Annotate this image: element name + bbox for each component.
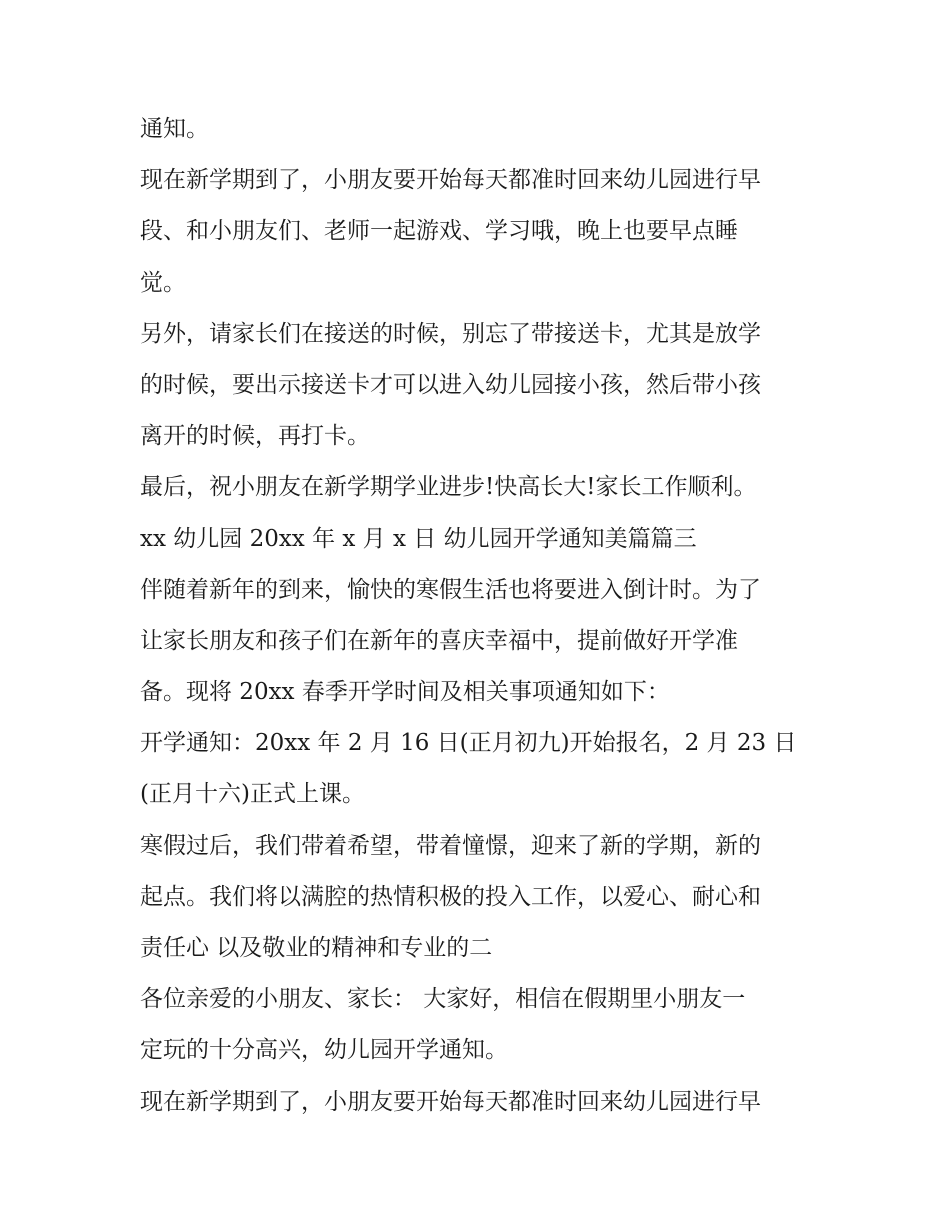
text-line: 起点。我们将以满腔的热情积极的投入工作，以爱心、耐心和 xyxy=(140,883,761,910)
text-line: 离开的时候，再打卡。 xyxy=(140,423,370,450)
document-body xyxy=(140,104,820,1128)
text-line: 的时候，要出示接送卡才可以进入幼儿园接小孩，然后带小孩 xyxy=(140,371,761,398)
text-line: 各位亲爱的小朋友、家长： 大家好，相信在假期里小朋友一 xyxy=(140,986,746,1013)
text-line: 觉。 xyxy=(140,269,186,296)
text-line: 段、和小朋友们、老师一起游戏、学习哦，晚上也要早点睡 xyxy=(140,218,738,245)
text-line: 现在新学期到了，小朋友要开始每天都准时回来幼儿园进行早 xyxy=(140,167,761,194)
text-line: 伴随着新年的到来，愉快的寒假生活也将要进入倒计时。为了 xyxy=(140,576,761,603)
text-line: 现在新学期到了，小朋友要开始每天都准时回来幼儿园进行早 xyxy=(140,1088,761,1115)
text-line: 备。现将 20xx 春季开学时间及相关事项通知如下： xyxy=(140,679,670,706)
text-line: 寒假过后，我们带着希望，带着憧憬，迎来了新的学期，新的 xyxy=(140,832,761,859)
text-line: (正月十六)正式上课。 xyxy=(140,781,365,808)
text-line: 另外，请家长们在接送的时候，别忘了带接送卡，尤其是放学 xyxy=(140,320,761,347)
text-line: 最后，祝小朋友在新学期学业进步!快高长大!家长工作顺利。 xyxy=(140,474,757,501)
text-line: 责任心 以及敬业的精神和专业的二 xyxy=(140,935,493,961)
text-line: 定玩的十分高兴，幼儿园开学通知。 xyxy=(140,1037,508,1064)
text-line: xx 幼儿园 20xx 年 x 月 x 日 幼儿园开学通知美篇篇三 xyxy=(140,525,697,552)
text-line: 开学通知：20xx 年 2 月 16 日(正月初九)开始报名，2 月 23 日 xyxy=(140,730,797,757)
text-line: 通知。 xyxy=(140,116,209,142)
text-line: 让家长朋友和孩子们在新年的喜庆幸福中，提前做好开学准 xyxy=(140,627,738,654)
